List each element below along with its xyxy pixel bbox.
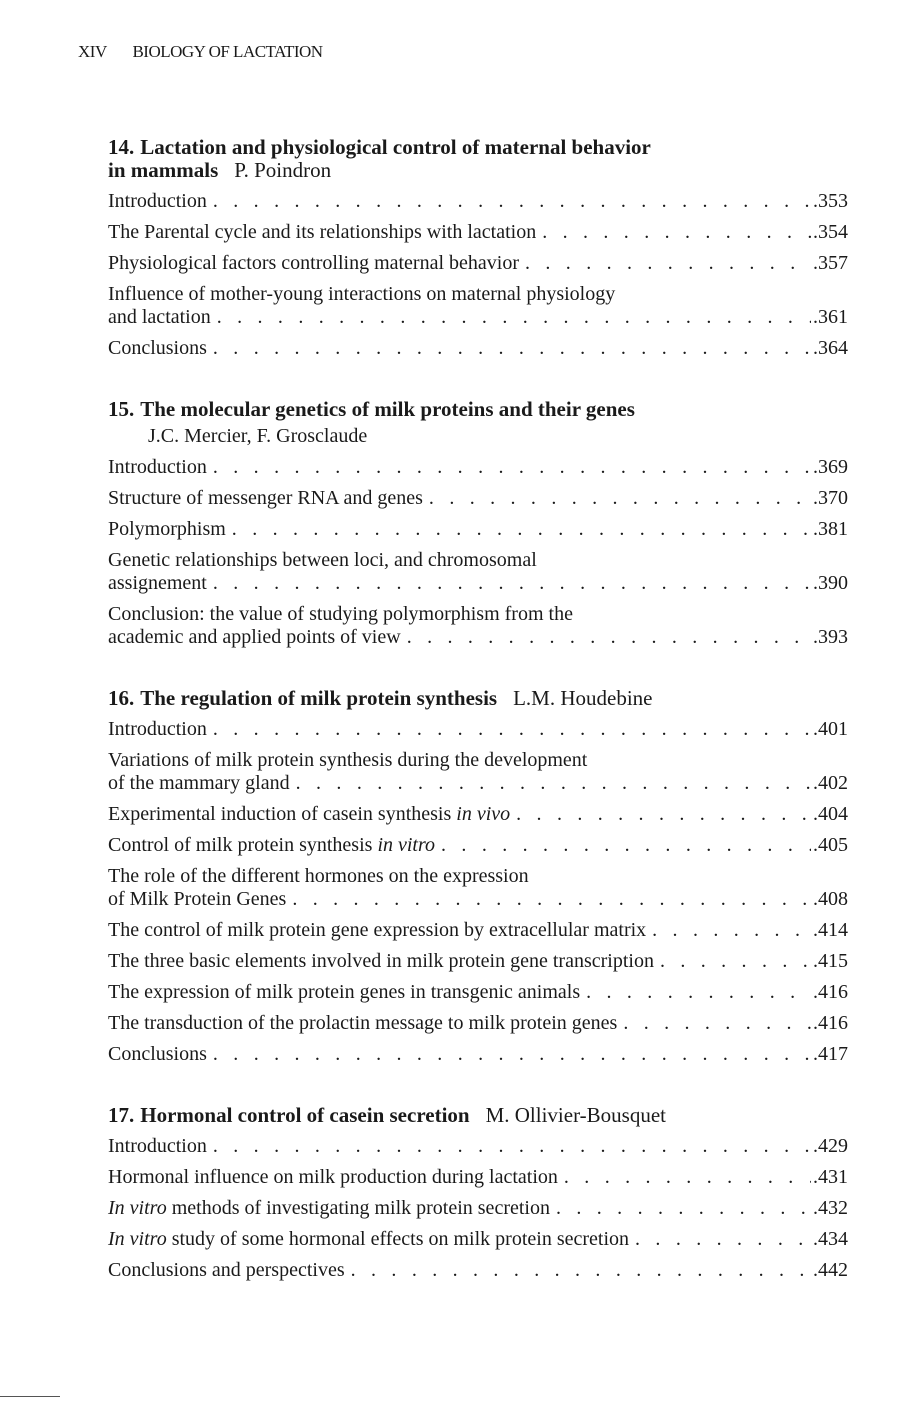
dot-leader: [652, 919, 811, 942]
entry-title-line1: Variations of milk protein synthesis during the development: [108, 749, 588, 771]
page-number: .432: [813, 1197, 848, 1219]
toc-entry[interactable]: [108, 221, 848, 244]
chapter-authors: P. Poindron: [234, 158, 332, 182]
chapter-number: 14.: [108, 135, 135, 159]
entry-title-italic: in vivo: [456, 803, 511, 825]
entry-title: of the mammary gland: [108, 772, 290, 794]
entry-title: The transduction of the prolactin message to milk protein genes: [108, 1012, 618, 1034]
dot-leader: [213, 190, 811, 213]
toc-entry[interactable]: [108, 283, 848, 329]
toc-entry[interactable]: [108, 456, 848, 479]
toc-entry[interactable]: [108, 252, 848, 275]
page-number: .405: [813, 834, 848, 856]
dot-leader: [213, 337, 811, 360]
entry-title: The control of milk protein gene expression by extracellular matrix: [108, 919, 647, 941]
entry-title: The three basic elements involved in milk protein gene transcription: [108, 950, 654, 972]
entry-title-line1: The role of the different hormones on the expression: [108, 865, 529, 887]
table-of-contents: [108, 136, 848, 1320]
dot-leader: [429, 487, 811, 510]
page-number: .353: [813, 190, 848, 212]
dot-leader: [213, 572, 811, 595]
entry-title-italic: in vitro: [377, 834, 436, 856]
chapter-authors: M. Ollivier-Bousquet: [485, 1103, 666, 1127]
entry-title-italic: In vitro: [108, 1197, 167, 1219]
entry-title: Polymorphism: [108, 518, 226, 540]
chapter-number: 17.: [108, 1103, 135, 1127]
entry-title: Introduction: [108, 456, 207, 478]
dot-leader: [232, 518, 811, 541]
dot-leader: [564, 1166, 811, 1189]
dot-leader: [213, 718, 811, 741]
dot-leader: [525, 252, 811, 275]
page-number: .417: [813, 1043, 848, 1065]
entry-title: Introduction: [108, 1135, 207, 1157]
page-number: .390: [813, 572, 848, 594]
chapter-number: 16.: [108, 686, 135, 710]
page-number: .429: [813, 1135, 848, 1157]
page-number: .357: [813, 252, 848, 274]
entry-title-italic: In vitro: [108, 1228, 167, 1250]
dot-leader: [660, 950, 811, 973]
chapter-17: [108, 1104, 848, 1282]
dot-leader: [556, 1197, 811, 1220]
toc-entry[interactable]: [108, 803, 848, 826]
page-number: .370: [813, 487, 848, 509]
entry-title-text: Experimental induction of casein synthesis: [108, 803, 452, 825]
chapter-14: [108, 136, 848, 360]
page-number: .401: [813, 718, 848, 740]
page-number: .402: [813, 772, 848, 794]
entry-title: and lactation: [108, 306, 211, 328]
chapter-title-text: The regulation of milk protein synthesis: [140, 686, 498, 710]
chapter-16: [108, 687, 848, 1066]
entry-title: The Parental cycle and its relationships with lactation: [108, 221, 537, 243]
entry-title: Structure of messenger RNA and genes: [108, 487, 423, 509]
dot-leader: [516, 803, 811, 826]
toc-entry[interactable]: [108, 919, 848, 942]
chapter-15: [108, 398, 848, 649]
footer-rule: [0, 1396, 60, 1397]
entry-title: academic and applied points of view: [108, 626, 401, 648]
entry-title: of Milk Protein Genes: [108, 888, 287, 910]
page-number: .404: [813, 803, 848, 825]
toc-entry[interactable]: [108, 1259, 848, 1282]
page-number: .414: [813, 919, 848, 941]
chapter-title: [108, 687, 848, 710]
page-number: .361: [813, 306, 848, 328]
page-number: .408: [813, 888, 848, 910]
chapter-authors: L.M. Houdebine: [513, 686, 653, 710]
chapter-authors: J.C. Mercier, F. Grosclaude: [148, 425, 368, 447]
toc-entry[interactable]: [108, 1228, 848, 1251]
entry-title: Hormonal influence on milk production during lactation: [108, 1166, 558, 1188]
book-title: BIOLOGY OF LACTATION: [132, 42, 323, 61]
entry-title: assignement: [108, 572, 207, 594]
chapter-number: 15.: [108, 397, 135, 421]
dot-leader: [407, 626, 811, 649]
chapter-title: [108, 136, 848, 182]
page-number: .416: [813, 981, 848, 1003]
toc-entry[interactable]: [108, 981, 848, 1004]
dot-leader: [623, 1012, 811, 1035]
entry-title: Introduction: [108, 190, 207, 212]
page-number: .369: [813, 456, 848, 478]
page-number: .442: [813, 1259, 848, 1281]
toc-entry[interactable]: [108, 749, 848, 795]
toc-entry[interactable]: [108, 487, 848, 510]
entry-title: [108, 803, 510, 826]
page-number: .434: [813, 1228, 848, 1250]
entry-title: Conclusions: [108, 337, 207, 359]
running-head: [78, 42, 323, 62]
entry-title-line1: Genetic relationships between loci, and chromosomal: [108, 549, 537, 571]
chapter-title: [108, 1104, 848, 1127]
toc-entry[interactable]: [108, 1043, 848, 1066]
dot-leader: [217, 306, 811, 329]
entry-title-text: study of some hormonal effects on milk protein secretion: [171, 1228, 630, 1250]
dot-leader: [213, 1135, 811, 1158]
entry-title: Introduction: [108, 718, 207, 740]
toc-entry[interactable]: [108, 865, 848, 911]
toc-entry[interactable]: [108, 549, 848, 595]
entry-title-text: Control of milk protein synthesis: [108, 834, 373, 856]
toc-entry[interactable]: [108, 603, 848, 649]
dot-leader: [441, 834, 811, 857]
dot-leader: [351, 1259, 811, 1282]
toc-entry[interactable]: [108, 950, 848, 973]
page-folio: XIV: [78, 42, 107, 61]
chapter-title-line2: in mammals: [108, 158, 219, 182]
dot-leader: [213, 1043, 811, 1066]
entry-title: Physiological factors controlling maternal behavior: [108, 252, 519, 274]
entry-title-line1: Influence of mother-young interactions on maternal physiology: [108, 283, 616, 305]
page-number: .393: [813, 626, 848, 648]
toc-entry[interactable]: [108, 190, 848, 213]
dot-leader: [292, 888, 811, 911]
page-number: .354: [813, 221, 848, 243]
chapter-title-text: Hormonal control of casein secretion: [140, 1103, 470, 1127]
toc-entry[interactable]: [108, 1012, 848, 1035]
toc-entry[interactable]: [108, 1197, 848, 1220]
entry-title-line1: Conclusion: the value of studying polymorphism from the: [108, 603, 573, 625]
page-number: .381: [813, 518, 848, 540]
entry-title: [108, 834, 435, 857]
chapter-title: [108, 398, 848, 421]
page-number: .364: [813, 337, 848, 359]
dot-leader: [635, 1228, 811, 1251]
chapter-title-text: Lactation and physiological control of maternal behavior: [140, 135, 651, 159]
toc-entry[interactable]: [108, 1135, 848, 1158]
dot-leader: [213, 456, 811, 479]
entry-title: The expression of milk protein genes in transgenic animals: [108, 981, 581, 1003]
toc-entry[interactable]: [108, 834, 848, 857]
toc-entry[interactable]: [108, 337, 848, 360]
entry-title-text: methods of investigating milk protein secretion: [171, 1197, 550, 1219]
page-number: .431: [813, 1166, 848, 1188]
page-number: .415: [813, 950, 848, 972]
dot-leader: [586, 981, 811, 1004]
dot-leader: [542, 221, 811, 244]
toc-entry[interactable]: [108, 1166, 848, 1189]
toc-entry[interactable]: [108, 518, 848, 541]
toc-entry[interactable]: [108, 718, 848, 741]
chapter-title-text: The molecular genetics of milk proteins and their genes: [140, 397, 635, 421]
entry-title: [108, 1197, 550, 1220]
entry-title: [108, 1228, 629, 1251]
entry-title: Conclusions and perspectives: [108, 1259, 345, 1281]
dot-leader: [296, 772, 811, 795]
page-number: .416: [813, 1012, 848, 1034]
entry-title: Conclusions: [108, 1043, 207, 1065]
